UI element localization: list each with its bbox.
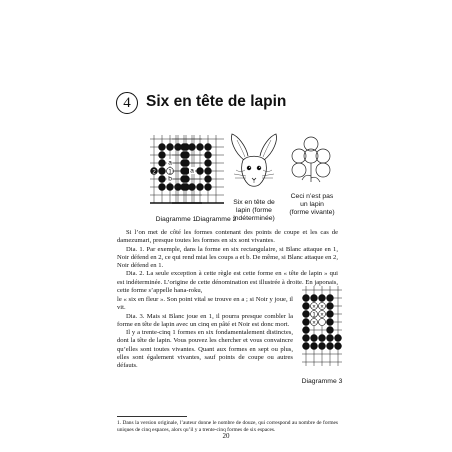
rabbit-caption: Six en tête de lapin (forme indéterminée) — [233, 199, 275, 222]
paragraph-1: Si l’on met de côté les formes contenant des points de coupe et les cas de damezumari, presque toutes les formes en six sont vivantes. — [117, 229, 338, 245]
svg-text:×: × — [320, 312, 324, 319]
flower-caption: Ceci n’est pas un lapin (forme vivante) — [289, 193, 335, 216]
paragraph-4: Dia. 3. Mais si Blanc joue en 1, il pourra presque combler la forme en tête de lapin avec un cinq en pâté et Noir est donc mort. — [117, 312, 293, 328]
svg-text:1: 1 — [168, 169, 172, 176]
chapter-title: Six en tête de lapin — [146, 93, 287, 110]
chapter-number: 4 — [116, 92, 138, 114]
svg-text:2: 2 — [152, 169, 156, 176]
paragraph-2: Dia. 1. Par exemple, dans la forme en six rectangulaire, si Blanc attaque en 1, Noir défend en 2, ce qui rend miai les coups a et b. De même, si Blanc attaque en 2, Noir défend en 1. — [117, 245, 339, 270]
diagram-3-caption: Diagramme 3 — [301, 378, 343, 385]
paragraph-3: Dia. 2. La seule exception à cette règle est cette forme en « tête de lapin » qui est indéterminée. L’origine de cette dénomination est illustrée à droite. En japonais, cette forme s’appelle hana-roku, — [117, 270, 338, 295]
svg-text:a: a — [168, 159, 172, 167]
paragraph-3b: le « six en fleur ». Son point vital se trouve en a ; si Noir y joue, il vit. — [117, 296, 293, 312]
svg-text:×: × — [312, 304, 316, 311]
rabbit-head-illustration — [226, 130, 282, 192]
black-stones — [180, 143, 211, 190]
go-diagram-2 — [168, 133, 228, 215]
svg-text:×: × — [320, 304, 324, 311]
diagram-2-caption: Diagramme 2 — [195, 216, 237, 223]
footnote: 1. Dans la version originale, l’auteur donne le nombre de douze, qui correspond au nombre de formes uniques de cinq espaces, alors qu’il y a trente-cinq formes de six espaces. — [117, 420, 338, 433]
svg-text:×: × — [312, 320, 316, 327]
flower-illustration — [288, 136, 334, 188]
go-diagram-3 — [300, 286, 344, 376]
page-number: 20 — [222, 432, 230, 440]
diagram-1-caption: Diagramme 1 — [155, 216, 197, 223]
svg-text:1: 1 — [312, 312, 316, 319]
svg-text:b: b — [168, 175, 172, 183]
body-text-2 — [117, 296, 293, 371]
svg-text:a: a — [190, 167, 194, 175]
footnote-rule — [117, 416, 187, 417]
paragraph-5: Il y a trente-cinq 1 formes en six fondamentalement distinctes, dont la tête de lapin. Vous pouvez les chercher et vous convaincre qu’elles sont toutes vivantes. Quant aux formes en sept ou plus, elles sont également vivantes, sauf points de coupe ou autres défauts. — [117, 329, 293, 370]
